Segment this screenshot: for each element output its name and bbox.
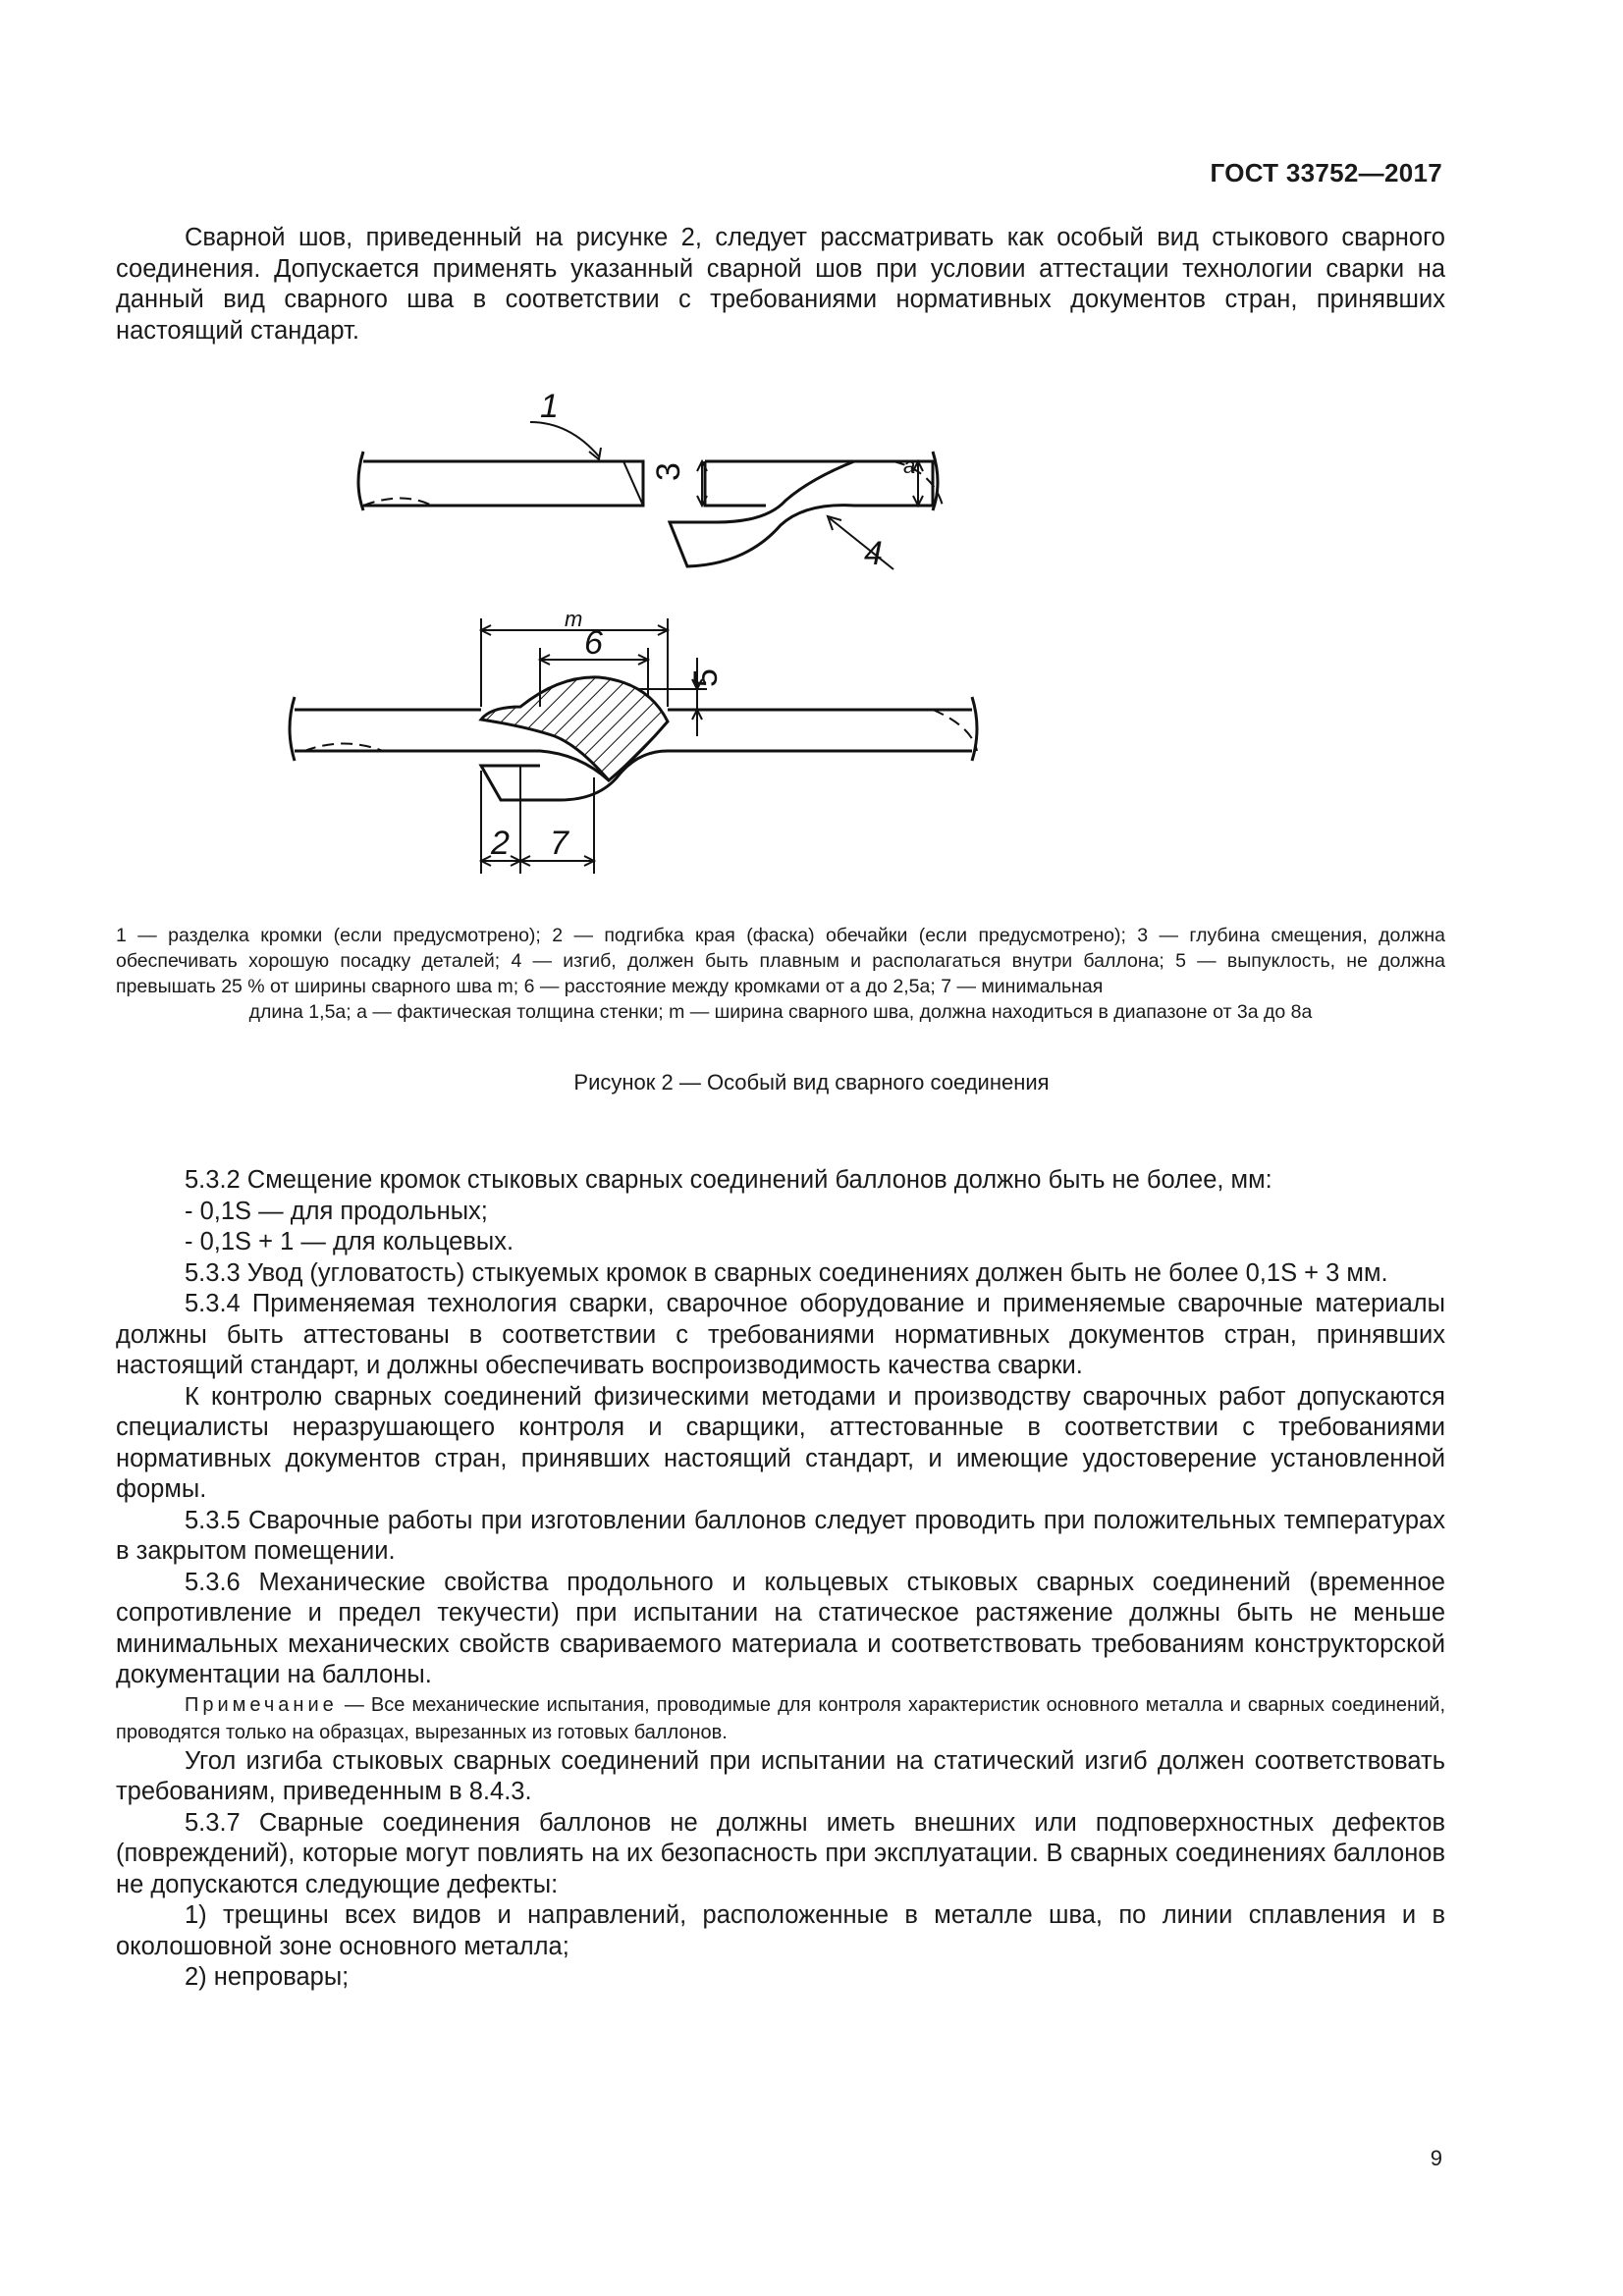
top-left-break (358, 452, 363, 510)
intro-section (116, 223, 1445, 347)
bottom-view-drawing (290, 607, 977, 874)
label-5: 5 (687, 668, 725, 687)
label-3: 3 (650, 462, 687, 481)
top-labels (540, 388, 915, 572)
figure-legend (116, 923, 1445, 1025)
paragraph-5-3-2-b: - 0,1S + 1 — для кольцевых. (185, 1228, 514, 1255)
paragraph-5-3-4-b: К контролю сварных соединений физическими методами и производству сварочных работ допускаются специалисты неразрушающего контроля и сварщики, аттестованные в соответствии с требованиями нормативных документов стран, принявших настоящий стандарт, и имеющие удостоверение установленной формы. (116, 1382, 1445, 1503)
list-item-1: 1) трещины всех видов и направлений, расположенные в металле шва, по линии сплавления и в околошовной зоне основного металла; (116, 1901, 1445, 1960)
top-view-drawing (358, 422, 943, 569)
paragraph-5-3-6-b: Угол изгиба стыковых сварных соединений при испытании на статический изгиб должен соответствовать требованиям, приведенным в 8.4.3. (116, 1746, 1445, 1805)
label-m: m (565, 607, 583, 631)
paragraph-5-3-2: 5.3.2 Смещение кромок стыковых сварных соединений баллонов должно быть не более, мм: (185, 1166, 1272, 1194)
paragraph-5-3-3: 5.3.3 Увод (угловатость) стыкуемых кромок в сварных соединениях должен быть не более 0,1S + 3 мм. (185, 1258, 1388, 1287)
standard-number: ГОСТ 33752—2017 (1210, 158, 1442, 187)
label-4: 4 (864, 535, 883, 572)
label-2: 2 (491, 825, 510, 862)
page-number: 9 (1430, 2146, 1442, 2170)
list-item-2: 2) непровары; (185, 1963, 350, 1991)
note-text: — Все механические испытания, проводимые для контроля характеристик основного металла и сварных соединений, проводятся только на образцах, вырезанных из готовых баллонов. (116, 1693, 1445, 1743)
paragraph-5-3-4: 5.3.4 Применяемая технология сварки, сварочное оборудование и применяемые сварочные материалы должны быть аттестованы в соответствии с требованиями нормативных документов стран, принявших настоящий стандарт, и должны обеспечивать воспроизводимость качества сварки. (116, 1290, 1445, 1379)
note (116, 1691, 1445, 1746)
weld-figure (344, 388, 1208, 903)
top-right-plate-edge (705, 461, 766, 506)
intro-paragraph: Сварной шов, приведенный на рисунке 2, следует рассматривать как особый вид стыкового сварного соединения. Допускается применять указанный сварной шов при условии аттестации технологии сварки на данный вид сварного шва в соответствии с требованиями нормативных документов стран, принявших настоящий стандарт. (116, 224, 1445, 345)
label-7: 7 (550, 825, 568, 862)
paragraph-5-3-2-a: - 0,1S — для продольных; (185, 1197, 488, 1225)
legend-line-2: длина 1,5a; a — фактическая толщина стенки; m — ширина сварного шва, должна находиться в диапазоне от 3a до 8a (248, 1001, 1313, 1023)
top-right-joggled-plate (670, 461, 933, 566)
body-section (116, 1165, 1445, 1994)
label-a: a (903, 454, 916, 478)
label-1: 1 (540, 388, 559, 425)
paragraph-5-3-5: 5.3.5 Сварочные работы при изготовлении баллонов следует проводить при положительных температурах в закрытом помещении. (116, 1506, 1445, 1565)
note-label: Примечание (185, 1693, 338, 1716)
paragraph-5-3-7: 5.3.7 Сварные соединения баллонов не должны иметь внешних или подповерхностных дефектов (повреждений), которые могут повлиять на их безопасность при эксплуатации. В сварных соединениях баллонов не допускаются следующие дефекты: (116, 1808, 1445, 1898)
paragraph-5-3-6: 5.3.6 Механические свойства продольного и кольцевых стыковых сварных соединений (временное сопротивление и предел текучести) при испытании на статическое растяжение должны быть не меньше минимальных механических свойств свариваемого материала и соответствовать требованиям конструкторской документации на баллоны. (116, 1568, 1445, 1688)
label-6: 6 (584, 624, 603, 662)
figure-caption: Рисунок 2 — Особый вид сварного соединения (573, 1070, 1050, 1095)
legend-line-1: 1 — разделка кромки (если предусмотрено); 2 — подгибка края (фаска) обечайки (если предусмотрено); 3 — глубина смещения, должна обеспечивать хорошую посадку деталей; 4 — изгиб, должен быть плавным и располагаться внутри баллона; 5 — выпуклость, не должна превышать 25 % от ширины сварного шва m; 6 — расстояние между кромками от a до 2,5a; 7 — минимальная (116, 925, 1445, 997)
